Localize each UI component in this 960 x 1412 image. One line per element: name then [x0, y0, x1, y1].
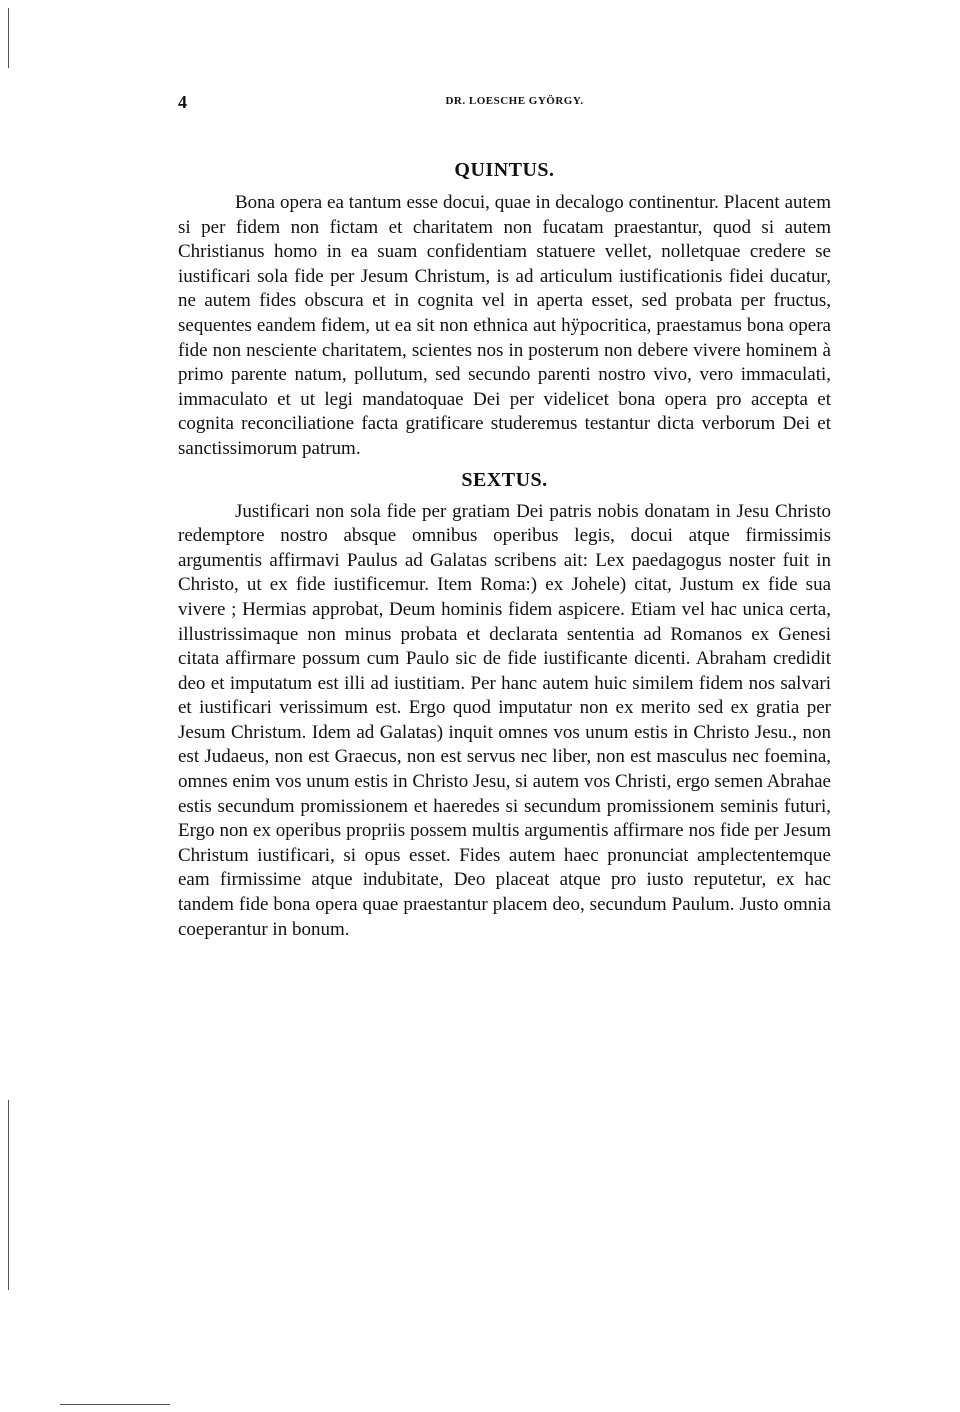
section-heading-sextus: SEXTUS.	[461, 468, 548, 491]
running-head-author: DR. LOESCHE GYÖRGY.	[445, 95, 584, 107]
book-page	[178, 92, 831, 942]
page-number: 4	[178, 92, 187, 112]
section-heading-quintus: QUINTUS.	[454, 159, 555, 181]
scan-edge-mark-bottom	[60, 1404, 170, 1405]
section-paragraph-sextus: Justificari non sola fide per gratiam Dei patris nobis donatam in Jesu Christo redemptore nostro absque omnibus operibus legis, docui atque firmissimis argumentis affirmavi Paulus ad Galatas scribens ait: Lex paedagogus noster fuit in Christo, ut ex fide iustificemur. Item Roma:) ex Johele) citat, Justum ex fide sua vivere ; Hermias approbat, Deum hominis fidem aspicere. Etiam vel hac unica certa, illustrissimaque non minus probata et declarata sententia ad Romanos ex Genesi citata affirmare possum cum Paulo sic de fide iustificante dicenti. Abraham credidit deo et imputatum est illi ad iustitiam. Per hanc autem huic similem fidem nos salvari et iustificari verissimum est. Ergo quod imputatur non ex merito sed ex gratia per Jesum Christum. Idem ad Galatas) inquit omnes vos unum estis in Christo Jesu., non est Judaeus, non est Graecus, non est servus nec liber, non est masculus nec foemina, omnes enim vos unum estis in Christo Jesu, si autem vos Christi, ergo semen Abrahae estis secundum promissionem et haeredes si secundum promissionem seminis futuri, Ergo non ex operibus propriis possem multis argumentis affirmare nos fide per Jesum Christum iustificari, si opus esset. Fides autem haec pronunciat amplectentemque eam firmissime atque indubitate, Deo placeat atque pro iusto reputetur, ex hac tandem fide bona opera quae praestantur placem deo, secundum Paulum. Justo omnia coeperantur in bonum.	[178, 500, 831, 940]
running-head	[178, 92, 831, 114]
scan-edge-mark-top	[8, 8, 9, 68]
section-paragraph-quintus: Bona opera ea tantum esse docui, quae in decalogo continentur. Placent autem si per fidem non fictam et charitatem non fucatam praestantur, quod si autem Christianus homo in ea suam confidentiam statuere vellet, nolletquae credere se iustificari sola fide per Jesum Christum, is ad articulum iustificationis fidei ducatur, ne autem fides obscura et in cognita vel in aperta esset, sed probata per fructus, sequentes eandem fidem, ut ea sit non ethnica aut hÿpocritica, praestamus bona opera fide non nesciente charitatem, scientes nos in posterum non debere vivere hominem à primo parente natum, pollutum, sed secundo parenti nostro vivo, vero immaculati, immaculato et ut legi mandatoquae Dei per videlicet bona opera pro accepta et cognita reconciliatione facta gratificare studeremus testantur dicta verborum Dei et sanctissimorum patrum.	[178, 192, 831, 459]
scan-edge-mark-left	[8, 1100, 9, 1290]
